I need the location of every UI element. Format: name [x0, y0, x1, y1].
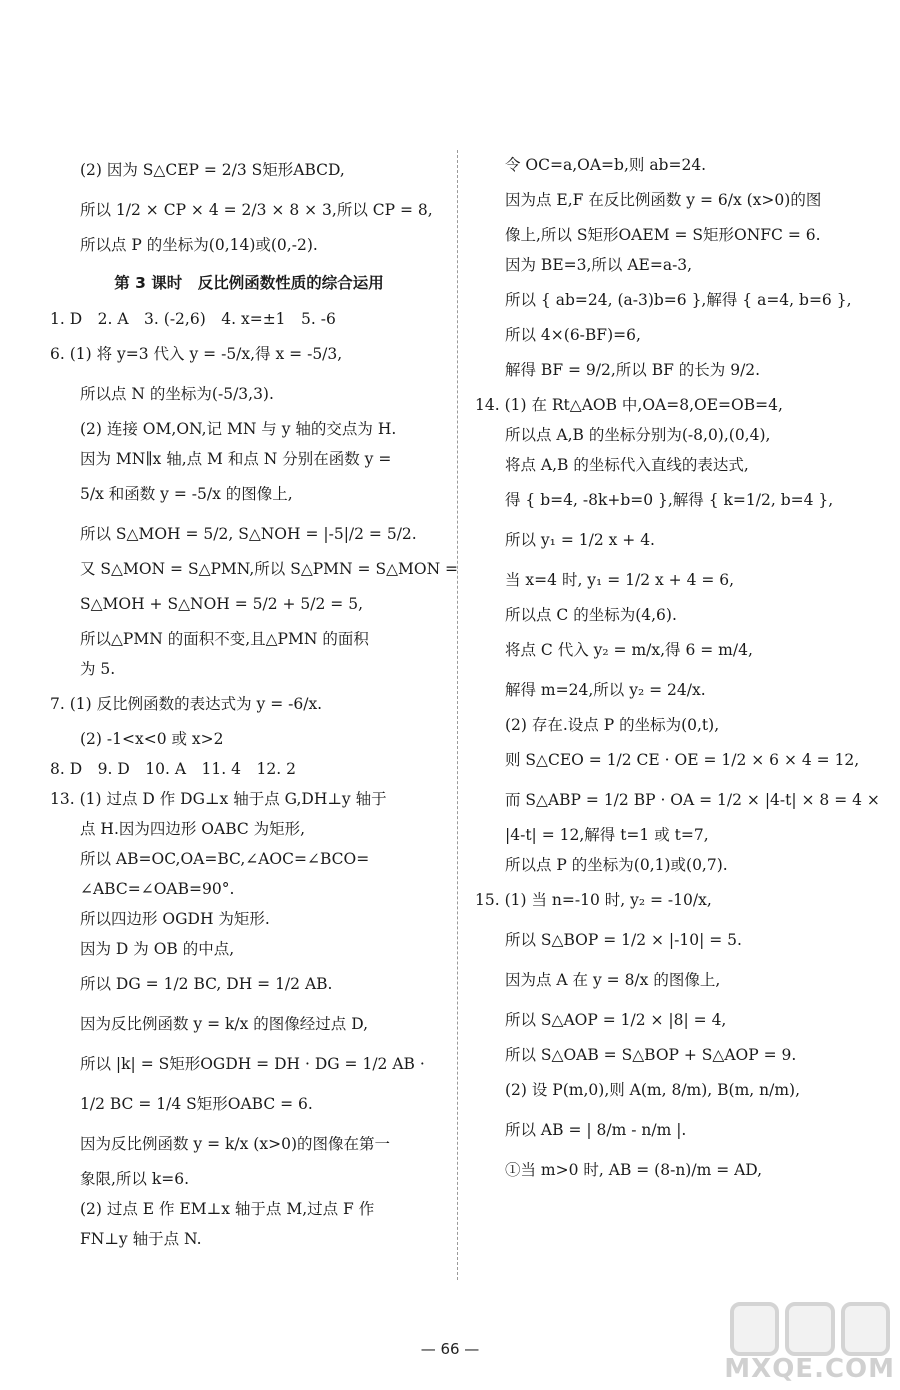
answer-line: 所以 AB=OC,OA=BC,∠AOC=∠BCO=: [80, 850, 370, 868]
answer-line: 所以 { ab=24, (a-3)b=6 },解得 { a=4, b=6 },: [505, 291, 852, 309]
answer-line: 所以 1/2 × CP × 4 = 2/3 × 8 × 3,所以 CP = 8,: [80, 201, 433, 219]
answer-line: 因为点 E,F 在反比例函数 y = 6/x (x>0)的图: [505, 191, 822, 209]
answer-line: (2) 设 P(m,0),则 A(m, 8/m), B(m, n/m),: [505, 1081, 801, 1099]
answer-line: 所以 4×(6-BF)=6,: [505, 326, 641, 344]
answer-line: 又 S△MON = S△PMN,所以 S△PMN = S△MON =: [80, 560, 459, 578]
answer-line: FN⊥y 轴于点 N.: [80, 1230, 202, 1248]
answer-line: 所以点 P 的坐标为(0,14)或(0,-2).: [80, 236, 318, 254]
answer-line: 当 x=4 时, y₁ = 1/2 x + 4 = 6,: [505, 571, 735, 589]
answer-line: 所以 AB = | 8/m - n/m |.: [505, 1121, 687, 1139]
answer-line: 所以点 P 的坐标为(0,1)或(0,7).: [505, 856, 728, 874]
answer-line: 因为 BE=3,所以 AE=a-3,: [505, 256, 693, 274]
answer-line: 5/x 和函数 y = -5/x 的图像上,: [80, 485, 293, 503]
answer-line: 13. (1) 过点 D 作 DG⊥x 轴于点 G,DH⊥y 轴于: [50, 790, 387, 808]
watermark-logo-icon: [730, 1302, 890, 1352]
answer-line: 因为反比例函数 y = k/x (x>0)的图像在第一: [80, 1135, 390, 1153]
answer-line: 所以 S△BOP = 1/2 × |-10| = 5.: [505, 931, 742, 949]
answer-line: 所以△PMN 的面积不变,且△PMN 的面积: [80, 630, 369, 648]
answer-line: 解得 BF = 9/2,所以 BF 的长为 9/2.: [505, 361, 761, 379]
answer-line: 所以点 N 的坐标为(-5/3,3).: [80, 385, 274, 403]
page-number: — 66 —: [420, 1340, 480, 1358]
answer-line: 8. D 9. D 10. A 11. 4 12. 2: [50, 760, 296, 778]
answer-line: ∠ABC=∠OAB=90°.: [80, 880, 235, 898]
answer-line: 1. D 2. A 3. (-2,6) 4. x=±1 5. -6: [50, 310, 336, 328]
answer-line: 14. (1) 在 Rt△AOB 中,OA=8,OE=OB=4,: [475, 396, 783, 414]
answer-line: 为 5.: [80, 660, 116, 678]
answer-line: 令 OC=a,OA=b,则 ab=24.: [505, 156, 707, 174]
answer-line: 象限,所以 k=6.: [80, 1170, 190, 1188]
watermark-url: MXQE.COM: [724, 1354, 895, 1384]
answer-line: |4-t| = 12,解得 t=1 或 t=7,: [505, 826, 709, 844]
answer-line: (2) -1<x<0 或 x>2: [80, 730, 224, 748]
left-column: [50, 150, 459, 1254]
answer-line: 像上,所以 S矩形OAEM = S矩形ONFC = 6.: [505, 226, 821, 244]
answer-line: ①当 m>0 时, AB = (8-n)/m = AD,: [505, 1161, 763, 1179]
answer-line: S△MOH + S△NOH = 5/2 + 5/2 = 5,: [80, 595, 364, 613]
answer-line: 15. (1) 当 n=-10 时, y₂ = -10/x,: [475, 891, 712, 909]
answer-line: 则 S△CEO = 1/2 CE · OE = 1/2 × 6 × 4 = 12,: [505, 751, 860, 769]
answer-line: 所以四边形 OGDH 为矩形.: [80, 910, 270, 928]
answer-line: 解得 m=24,所以 y₂ = 24/x.: [505, 681, 706, 699]
section-heading: 第 3 课时 反比例函数性质的综合运用: [114, 274, 384, 292]
answer-line: 所以点 A,B 的坐标分别为(-8,0),(0,4),: [505, 426, 771, 444]
right-column: [475, 150, 880, 1190]
answer-line: 7. (1) 反比例函数的表达式为 y = -6/x.: [50, 695, 323, 713]
answer-line: (2) 因为 S△CEP = 2/3 S矩形ABCD,: [80, 161, 345, 179]
answer-line: 得 { b=4, -8k+b=0 },解得 { k=1/2, b=4 },: [505, 491, 834, 509]
answer-line: 因为点 A 在 y = 8/x 的图像上,: [505, 971, 721, 989]
column-divider: [457, 150, 458, 1280]
answer-line: 所以 S△OAB = S△BOP + S△AOP = 9.: [505, 1046, 797, 1064]
answer-line: 将点 A,B 的坐标代入直线的表达式,: [505, 456, 749, 474]
answer-line: (2) 连接 OM,ON,记 MN 与 y 轴的交点为 H.: [80, 420, 397, 438]
answer-line: 所以 S△MOH = 5/2, S△NOH = |-5|/2 = 5/2.: [80, 525, 417, 543]
answer-line: 点 H.因为四边形 OABC 为矩形,: [80, 820, 306, 838]
answer-line: 1/2 BC = 1/4 S矩形OABC = 6.: [80, 1095, 313, 1113]
answer-line: 所以点 C 的坐标为(4,6).: [505, 606, 677, 624]
answer-line: (2) 过点 E 作 EM⊥x 轴于点 M,过点 F 作: [80, 1200, 375, 1218]
answer-line: 因为 D 为 OB 的中点,: [80, 940, 235, 958]
answer-line: 因为反比例函数 y = k/x 的图像经过点 D,: [80, 1015, 369, 1033]
watermark: [705, 1302, 895, 1388]
answer-line: 所以 |k| = S矩形OGDH = DH · DG = 1/2 AB ·: [80, 1055, 425, 1073]
answer-line: (2) 存在.设点 P 的坐标为(0,t),: [505, 716, 720, 734]
answer-line: 6. (1) 将 y=3 代入 y = -5/x,得 x = -5/3,: [50, 345, 343, 363]
answer-line: 所以 DG = 1/2 BC, DH = 1/2 AB.: [80, 975, 333, 993]
answer-line: 因为 MN∥x 轴,点 M 和点 N 分别在函数 y =: [80, 450, 392, 468]
answer-line: 将点 C 代入 y₂ = m/x,得 6 = m/4,: [505, 641, 753, 659]
answer-line: 而 S△ABP = 1/2 BP · OA = 1/2 × |4-t| × 8 = 4 ×: [505, 791, 880, 809]
answer-line: 所以 y₁ = 1/2 x + 4.: [505, 531, 655, 549]
answer-line: 所以 S△AOP = 1/2 × |8| = 4,: [505, 1011, 727, 1029]
